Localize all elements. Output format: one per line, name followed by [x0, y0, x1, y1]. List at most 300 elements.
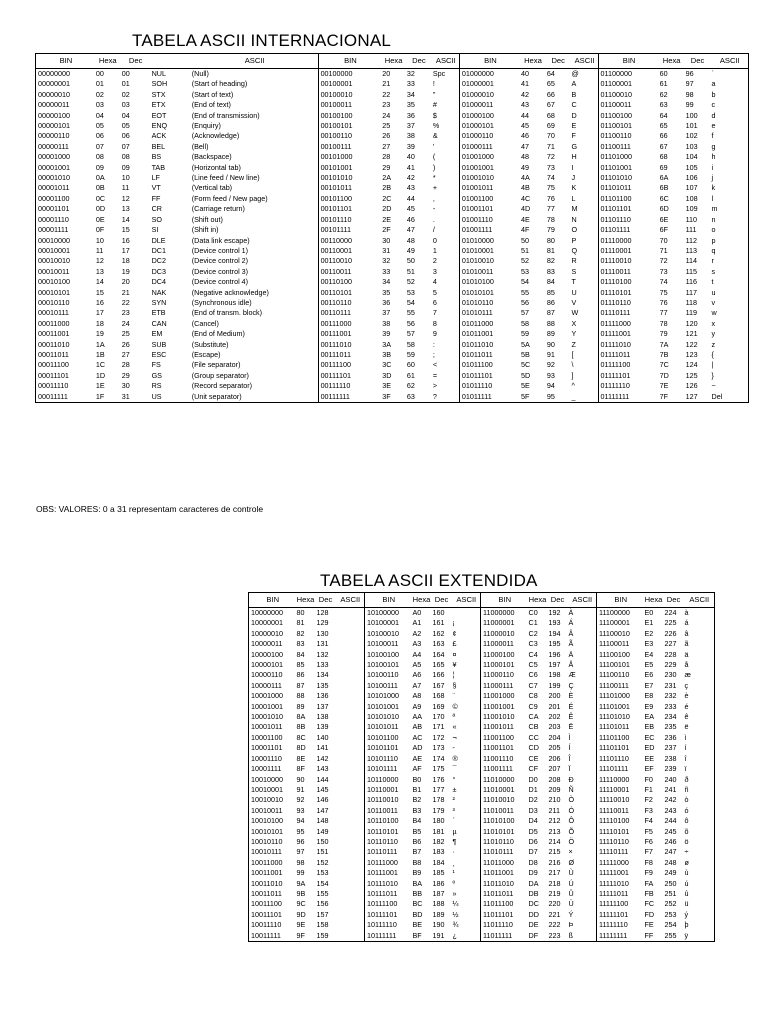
table-cell [335, 639, 365, 649]
table-cell: 0A [95, 173, 105, 183]
table-cell: DB [528, 888, 539, 898]
column-header: ASCII [570, 54, 599, 69]
table-cell: 9A [296, 878, 306, 888]
table-cell: 160 [432, 608, 445, 617]
table-cell: 10010000 [251, 774, 283, 784]
table-cell: 49 [406, 245, 415, 255]
table-cell: 135 [316, 680, 329, 690]
table-cell: 01011111 [459, 392, 519, 403]
table-cell: 14 [95, 277, 104, 287]
table-row [36, 215, 749, 225]
table-cell: EF [644, 764, 654, 774]
table-cell: H [571, 152, 577, 162]
table-cell: ú [684, 878, 689, 888]
table-cell: FA [644, 878, 654, 888]
table-cell [335, 806, 365, 816]
table-cell: 172 [432, 732, 445, 742]
table-cell [335, 629, 365, 639]
table-cell: 01 [95, 79, 104, 89]
table-cell: 92 [546, 360, 555, 370]
table-cell: 177 [432, 784, 445, 794]
table-cell: 01111000 [598, 319, 658, 329]
table-cell: c [711, 100, 716, 110]
table-cell: 78 [546, 214, 555, 224]
table-cell: 30 [382, 235, 391, 245]
table-cell: 10011111 [251, 930, 281, 940]
table-cell: 01100010 [598, 90, 658, 100]
table-row [249, 670, 715, 680]
table-cell: 00111110 [318, 381, 380, 391]
table-cell: 141 [316, 743, 329, 753]
table-cell: 10000100 [251, 649, 283, 659]
table-cell: Ü [568, 899, 574, 909]
table-cell: 00100101 [318, 121, 380, 131]
table-cell: 11001111 [481, 764, 527, 774]
table-cell: 122 [685, 339, 698, 349]
table-cell: 226 [664, 628, 677, 638]
table-cell: 01100101 [598, 121, 658, 131]
table-cell: 10100101 [365, 660, 411, 670]
table-cell: 100 [685, 110, 698, 120]
table-cell: ¾ [452, 920, 459, 930]
table-cell: 86 [296, 670, 305, 680]
table-cell: 22 [121, 297, 130, 307]
table-cell: (Device control 3) [191, 266, 249, 276]
table-row [249, 858, 715, 868]
table-cell: 11001100 [481, 733, 527, 743]
table-cell: 01011101 [459, 371, 519, 381]
table-cell: 18 [95, 318, 104, 328]
table-cell: 8E [296, 753, 306, 763]
table-cell: 27 [382, 141, 391, 151]
table-cell: GS [151, 370, 162, 380]
table-cell: 01000001 [459, 79, 519, 89]
table-cell: DC2 [151, 256, 166, 266]
table-cell: C8 [528, 691, 538, 701]
table-cell: 10001100 [251, 732, 283, 742]
table-cell: 00011011 [38, 349, 69, 359]
table-cell: A3 [412, 639, 422, 649]
table-cell: + [432, 183, 438, 193]
table-cell: FB [644, 888, 654, 898]
table-cell: ï [684, 764, 687, 774]
table-cell: ò [684, 795, 689, 805]
table-cell: 111 [685, 225, 697, 235]
table-cell: 68 [546, 110, 555, 120]
table-cell: 01110011 [598, 267, 658, 277]
table-cell: ý [684, 909, 689, 919]
table-cell: 3E [382, 381, 392, 391]
table-cell: 90 [546, 339, 555, 349]
table-cell: 53 [520, 266, 529, 276]
table-cell: 221 [548, 909, 561, 919]
table-cell: 252 [664, 899, 677, 909]
table-cell: 10010110 [251, 836, 283, 846]
table-cell [335, 795, 365, 805]
table-cell: 210 [548, 795, 561, 805]
obs-note: OBS: VALORES: 0 a 31 representam caracteres de controle [36, 504, 264, 514]
table-cell: 10101010 [365, 712, 411, 722]
table-cell: º [452, 878, 456, 888]
table-cell: A [571, 79, 577, 89]
table-cell: 00010111 [38, 308, 69, 318]
table-cell: 10011101 [251, 909, 282, 919]
table-cell: 140 [316, 732, 329, 742]
table-cell: 167 [432, 680, 445, 690]
table-cell: 115 [685, 266, 698, 276]
table-cell: 11101000 [597, 691, 643, 701]
table-cell: CD [528, 743, 539, 753]
table-cell: 202 [548, 712, 561, 722]
table-cell: 01010001 [459, 246, 519, 256]
table-cell: 00110101 [318, 288, 380, 298]
table-cell: 00100001 [318, 79, 380, 89]
table-cell: 2D [382, 204, 392, 214]
table-cell: ø [684, 857, 689, 867]
table-cell: 59 [520, 329, 529, 339]
table-cell: 73 [546, 162, 555, 172]
table-cell: 00 [95, 69, 104, 78]
table-row [36, 277, 749, 287]
table-cell: DF [528, 930, 539, 940]
table-cell: å [684, 660, 689, 670]
table-cell: 222 [548, 920, 561, 930]
table-cell: 121 [685, 329, 698, 339]
table-cell: 98 [685, 89, 694, 99]
table-cell: B5 [412, 826, 422, 836]
table-cell: r [711, 256, 714, 266]
table-cell: 11111110 [597, 920, 643, 930]
table-cell: 34 [406, 89, 415, 99]
table-cell: 129 [316, 618, 329, 628]
table-cell: 224 [664, 608, 677, 617]
column-header: Dec [431, 593, 451, 608]
table-cell: ; [432, 349, 435, 359]
table-cell: ¨ [452, 691, 455, 701]
table-cell: 54 [406, 297, 415, 307]
table-cell: 0D [95, 204, 106, 214]
table-cell: 04 [95, 110, 104, 120]
table-cell: 06 [95, 131, 104, 141]
table-cell: 01000111 [459, 142, 519, 152]
table-cell: 170 [432, 712, 445, 722]
table-cell: 255 [664, 930, 677, 940]
table-cell: 143 [316, 764, 329, 774]
table-cell: 00110000 [318, 236, 380, 246]
table-cell: US [151, 391, 162, 401]
table-cell: 34 [382, 277, 391, 287]
table-cell: 95 [546, 391, 555, 401]
table-cell: 66 [659, 131, 668, 141]
table-cell: 5A [520, 339, 530, 349]
table-cell: 81 [546, 245, 555, 255]
table-cell: Ê [568, 712, 574, 722]
table-cell: 10011000 [251, 857, 283, 867]
table-cell: 01110111 [598, 308, 658, 318]
table-cell: ± [452, 784, 457, 794]
table-row [249, 681, 715, 691]
table-cell: 10111110 [365, 920, 411, 930]
table-cell: 89 [296, 701, 305, 711]
table-cell: 41 [520, 79, 529, 89]
table-cell: T [571, 277, 576, 287]
table-cell: 00010000 [38, 235, 70, 245]
table-cell: C7 [528, 680, 538, 690]
table-cell: 33 [406, 79, 415, 89]
table-cell: A0 [412, 608, 422, 617]
table-cell: õ [684, 826, 689, 836]
table-cell: ¬ [452, 732, 457, 742]
table-cell: 11111000 [597, 858, 643, 868]
table-cell: (Cancel) [191, 318, 219, 328]
table-cell: 0 [432, 235, 437, 245]
table-cell [335, 702, 365, 712]
table-cell: 85 [546, 287, 555, 297]
table-cell [335, 650, 365, 660]
column-header: ASCII [567, 593, 597, 608]
table-cell: 18 [121, 256, 130, 266]
table-cell: 01111101 [598, 371, 658, 381]
table-cell: P [571, 235, 577, 245]
table-row [249, 775, 715, 785]
table-cell: 227 [664, 639, 677, 649]
table-cell: a [711, 79, 716, 89]
table-row [249, 650, 715, 660]
table-cell: 157 [316, 909, 329, 919]
table-cell: s [711, 266, 716, 276]
table-cell: N [571, 214, 577, 224]
table-cell: FD [644, 909, 655, 919]
table-cell: 64 [659, 110, 668, 120]
table-cell: 00000001 [38, 79, 70, 89]
table-cell: 162 [432, 628, 445, 638]
table-cell: 48 [406, 235, 415, 245]
table-cell: 01100011 [598, 100, 658, 110]
table-cell: 193 [548, 618, 561, 628]
table-cell: z [711, 339, 716, 349]
table-cell: 11100010 [597, 629, 643, 639]
column-header: ASCII [683, 593, 715, 608]
table-cell: 235 [664, 722, 677, 732]
table-cell: ¥ [452, 660, 457, 670]
table-cell: 184 [432, 857, 445, 867]
table-cell: 2F [382, 225, 391, 235]
table-cell: BF [412, 930, 422, 940]
table-cell: 39 [406, 141, 415, 151]
table-cell: 11101111 [597, 764, 643, 774]
table-cell: 01101000 [598, 152, 658, 162]
table-cell: 01001111 [459, 225, 519, 235]
table-cell: 11111111 [597, 931, 643, 942]
table-cell: I [571, 162, 574, 172]
table-cell: 01001101 [459, 204, 519, 214]
table-cell: Ð [568, 774, 574, 784]
table-cell: 75 [659, 287, 668, 297]
table-cell: ED [644, 743, 655, 753]
table-cell: 84 [546, 277, 555, 287]
table-cell: µ [452, 826, 457, 836]
table-cell: C [571, 100, 577, 110]
column-header: Dec [120, 54, 150, 69]
table-cell: à [684, 608, 689, 617]
table-cell: 10011010 [251, 878, 283, 888]
table-cell: 1F [95, 391, 105, 401]
table-cell: â [684, 628, 689, 638]
table-cell: 166 [432, 670, 445, 680]
table-row [36, 100, 749, 110]
table-cell: 50 [520, 235, 529, 245]
table-row [249, 733, 715, 743]
table-cell: 3 [432, 266, 437, 276]
table-cell: (Shift in) [191, 225, 219, 235]
table-cell: B6 [412, 836, 422, 846]
table-cell: ª [452, 712, 456, 722]
table-cell: 181 [432, 826, 445, 836]
table-cell: 08 [121, 152, 130, 162]
table-cell: 7E [659, 381, 669, 391]
table-cell: 01001100 [459, 194, 519, 204]
table-cell: 40 [520, 69, 529, 78]
table-cell: 00100000 [318, 69, 380, 80]
table-cell: 01110001 [598, 246, 658, 256]
table-cell: A2 [412, 628, 422, 638]
table-cell: 00001100 [38, 193, 70, 203]
table-row [36, 236, 749, 246]
table-cell: 12 [121, 193, 130, 203]
table-cell: D5 [528, 826, 538, 836]
table-cell: 68 [659, 152, 668, 162]
table-cell: E7 [644, 680, 654, 690]
table-cell: 11001101 [481, 743, 527, 753]
table-cell: 63 [406, 391, 415, 401]
table-cell: ] [571, 370, 574, 380]
table-cell: B7 [412, 847, 422, 857]
table-cell: 11000100 [481, 650, 527, 660]
table-cell: C1 [528, 618, 538, 628]
table-cell: (Carriage return) [191, 204, 245, 214]
table-cell: 11001010 [481, 712, 527, 722]
table-cell: 10001110 [251, 753, 282, 763]
table-cell: B0 [412, 774, 422, 784]
table-row [36, 256, 749, 266]
table-cell: 98 [296, 857, 305, 867]
table-cell: 01101110 [598, 215, 658, 225]
table-cell: 10100001 [365, 618, 411, 628]
table-cell: 37 [406, 121, 415, 131]
table-row [36, 329, 749, 339]
table-row [36, 131, 749, 141]
table-cell: 10110010 [365, 795, 411, 805]
table-cell [335, 733, 365, 743]
table-cell: 110 [685, 214, 698, 224]
table-cell: E0 [644, 608, 654, 617]
table-cell: - [452, 743, 455, 753]
table-cell: 199 [548, 680, 561, 690]
table-cell: ¯ [452, 764, 457, 774]
table-cell: C3 [528, 639, 538, 649]
column-header: ASCII [710, 54, 749, 69]
table-cell: 186 [432, 878, 445, 888]
table-row [36, 308, 749, 318]
table-cell: Ú [568, 878, 574, 888]
table-cell: 00011001 [38, 329, 70, 339]
table-cell: 161 [432, 618, 445, 628]
table-cell: 1E [95, 381, 105, 391]
table-cell: 77 [546, 204, 555, 214]
table-cell: } [711, 370, 714, 380]
table-cell: 01010000 [459, 236, 519, 246]
table-cell: Æ [568, 670, 576, 680]
table-cell: 00001101 [38, 204, 70, 214]
table-cell: 01111100 [598, 360, 658, 370]
table-cell: 01110101 [598, 288, 658, 298]
table-row [249, 712, 715, 722]
table-cell: 01101100 [598, 194, 658, 204]
table-cell: CB [528, 722, 539, 732]
table-cell: 97 [296, 847, 305, 857]
table-cell: 79 [546, 225, 555, 235]
table-cell: 192 [548, 608, 561, 617]
table-cell: 72 [659, 256, 668, 266]
table-cell: # [432, 100, 437, 110]
table-cell: x [711, 318, 716, 328]
table-cell: 11110100 [597, 816, 643, 826]
table-cell: 00100011 [318, 100, 380, 110]
table-cell: 01010100 [459, 277, 519, 287]
table-cell: ( [432, 152, 436, 162]
table-cell: 55 [520, 287, 529, 297]
table-cell: t [711, 277, 714, 287]
table-cell: 230 [664, 670, 677, 680]
table-row [249, 660, 715, 670]
table-cell: EM [151, 329, 163, 339]
table-cell: (Backspace) [191, 152, 232, 162]
table-cell: 10110000 [365, 775, 411, 785]
table-cell: 201 [548, 701, 561, 711]
table-cell: 20 [382, 69, 391, 78]
column-header: Hexa [380, 54, 405, 69]
table-cell: ÷ [684, 847, 689, 857]
table-cell: CF [528, 764, 539, 774]
table-cell: A4 [412, 649, 422, 659]
table-cell: (Device control 4) [191, 277, 249, 287]
table-cell: AB [412, 722, 423, 732]
table-cell: (Acknowledge) [191, 131, 240, 141]
table-cell: 23 [121, 308, 130, 318]
table-cell: CA [528, 712, 539, 722]
table-cell: $ [432, 110, 437, 120]
table-cell: 74 [659, 277, 668, 287]
table-cell: 44 [406, 193, 415, 203]
table-cell: ¼ [452, 899, 459, 909]
table-cell: F5 [644, 826, 653, 836]
table-cell: 10011001 [251, 868, 283, 878]
table-cell: D [571, 110, 577, 120]
table-cell [335, 858, 365, 868]
table-row [36, 298, 749, 308]
table-cell: S [571, 266, 577, 276]
table-cell: 1D [95, 370, 106, 380]
table-cell: 00101101 [318, 204, 380, 214]
table-cell: 00000000 [38, 69, 70, 78]
table-cell: 11100011 [597, 639, 643, 649]
column-header: ASCII [431, 54, 460, 69]
table-cell: 11011111 [481, 931, 527, 942]
column-header: Hexa [527, 593, 547, 608]
table-cell [335, 670, 365, 680]
table-row [249, 639, 715, 649]
table-cell: (Start of heading) [191, 79, 248, 89]
